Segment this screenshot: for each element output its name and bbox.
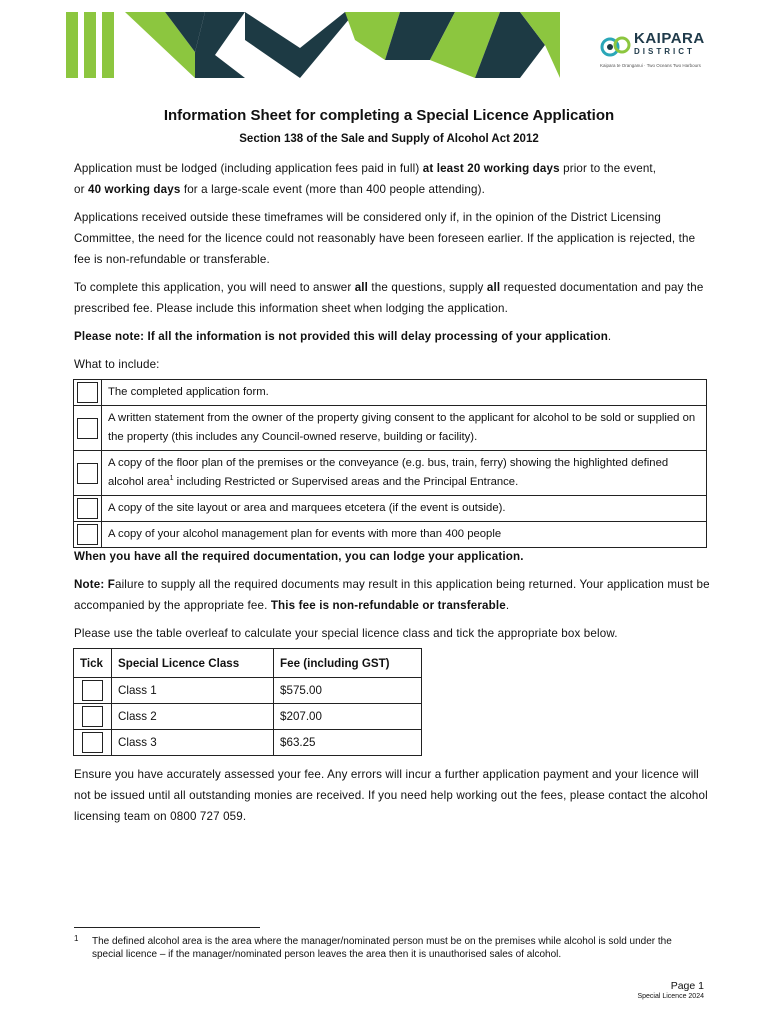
class-fee: $63.25: [274, 730, 422, 756]
page-number: Page 1: [670, 980, 704, 992]
class-1-checkbox[interactable]: [82, 680, 103, 701]
checkbox[interactable]: [77, 524, 98, 545]
checklist-row: [74, 406, 707, 451]
checkbox[interactable]: [77, 418, 98, 439]
table-row: [74, 678, 422, 704]
logo-name: KAIPARA: [634, 30, 705, 47]
checklist-row: [74, 522, 707, 548]
table-intro: Please use the table overleaf to calculate your special licence class and tick the appropriate box below.: [74, 627, 618, 640]
timeframe-paragraph: Applications received outside these timeframes will be considered only if, in the opinion of the District Licensing Committee, the need for the licence could not reasonably have been foreseen earlier. If the application is rejected, the fee is non-refundable or transferable.: [74, 211, 696, 266]
lodgement-paragraph: Application must be lodged (including application fees paid in full) at least 20 working days prior to the event, or 40 working days for a large-scale event (more than 400 people attending).: [74, 162, 657, 196]
kaipara-logo: [600, 28, 720, 72]
please-note: Please note: If all the information is not provided this will delay processing of your application.: [74, 330, 612, 343]
checkbox[interactable]: [77, 463, 98, 484]
complete-paragraph: To complete this application, you will need to answer all the questions, supply all requested documentation and pay the prescribed fee. Please include this information sheet when lodging the application.: [74, 281, 704, 315]
include-checklist: [73, 379, 707, 548]
checklist-item-text: A copy of your alcohol management plan for events with more than 400 people: [102, 522, 707, 548]
checklist-row: [74, 451, 707, 496]
header-tick: Tick: [74, 649, 112, 678]
header-class: Special Licence Class: [112, 649, 274, 678]
lodge-instruction: When you have all the required documentation, you can lodge your application.: [74, 550, 524, 563]
class-name: Class 1: [112, 678, 274, 704]
banner-stripe: [84, 12, 96, 78]
checklist-row: [74, 496, 707, 522]
logo-tagline: Kaipara te Oranganui · Two Oceans Two Harbours: [600, 63, 701, 68]
checkbox[interactable]: [77, 382, 98, 403]
class-3-checkbox[interactable]: [82, 732, 103, 753]
checklist-row: [74, 380, 707, 406]
class-fee: $575.00: [274, 678, 422, 704]
document-version: Special Licence 2024: [637, 993, 704, 1000]
class-2-checkbox[interactable]: [82, 706, 103, 727]
document-title: Information Sheet for completing a Special Licence Application: [163, 107, 615, 124]
table-row: [74, 704, 422, 730]
fee-table: [73, 648, 422, 756]
fee-table-header: [74, 649, 422, 678]
checkbox[interactable]: [77, 498, 98, 519]
checklist-item-text: A copy of the floor plan of the premises or the conveyance (e.g. bus, train, ferry) showing the highlighted defined alcohol area$^1$ including Restricted or Supervised areas and the Principal Entrance.: [102, 451, 707, 496]
class-fee: $207.00: [274, 704, 422, 730]
footnote-number: 1: [74, 934, 79, 943]
what-to-include-label: What to include:: [74, 358, 160, 371]
banner-shape: [245, 12, 355, 78]
header-fee: Fee (including GST): [274, 649, 422, 678]
note-paragraph: Note: Failure to supply all the required documents may result in this application being returned. Your application must be accompanied by the appropriate fee. This fee is non-refundable or transferable.: [74, 578, 710, 612]
class-name: Class 2: [112, 704, 274, 730]
closing-paragraph: Ensure you have accurately assessed your fee. Any errors will incur a further application payment and your licence will not be issued until all outstanding monies are received. If you need help working out the fees, please contact the alcohol licensing team on 0800 727 059.: [74, 768, 708, 823]
class-name: Class 3: [112, 730, 274, 756]
footnote-ref: 1: [169, 475, 174, 483]
footnote-divider: [74, 927, 260, 928]
footnote-text: The defined alcohol area is the area where the manager/nominated person must be on the premises while alcohol is sold under the special licence – if the manager/nominated person leaves the area then it is unauthorised sales of alcohol.: [92, 936, 672, 960]
checklist-item-text: A copy of the site layout or area and marquees etcetera (if the event is outside).: [102, 496, 707, 522]
checklist-item-text: A written statement from the owner of the property giving consent to the applicant for alcohol to be sold or supplied on the property (this includes any Council-owned reserve, building or facility).: [102, 406, 707, 451]
document-subtitle: Section 138 of the Sale and Supply of Alcohol Act 2012: [239, 133, 539, 145]
banner-stripe: [66, 12, 78, 78]
logo-swirl-icon: [600, 32, 632, 62]
logo-subtitle: DISTRICT: [634, 47, 695, 56]
table-row: [74, 730, 422, 756]
banner-stripe: [102, 12, 114, 78]
checklist-item-text: The completed application form.: [102, 380, 707, 406]
